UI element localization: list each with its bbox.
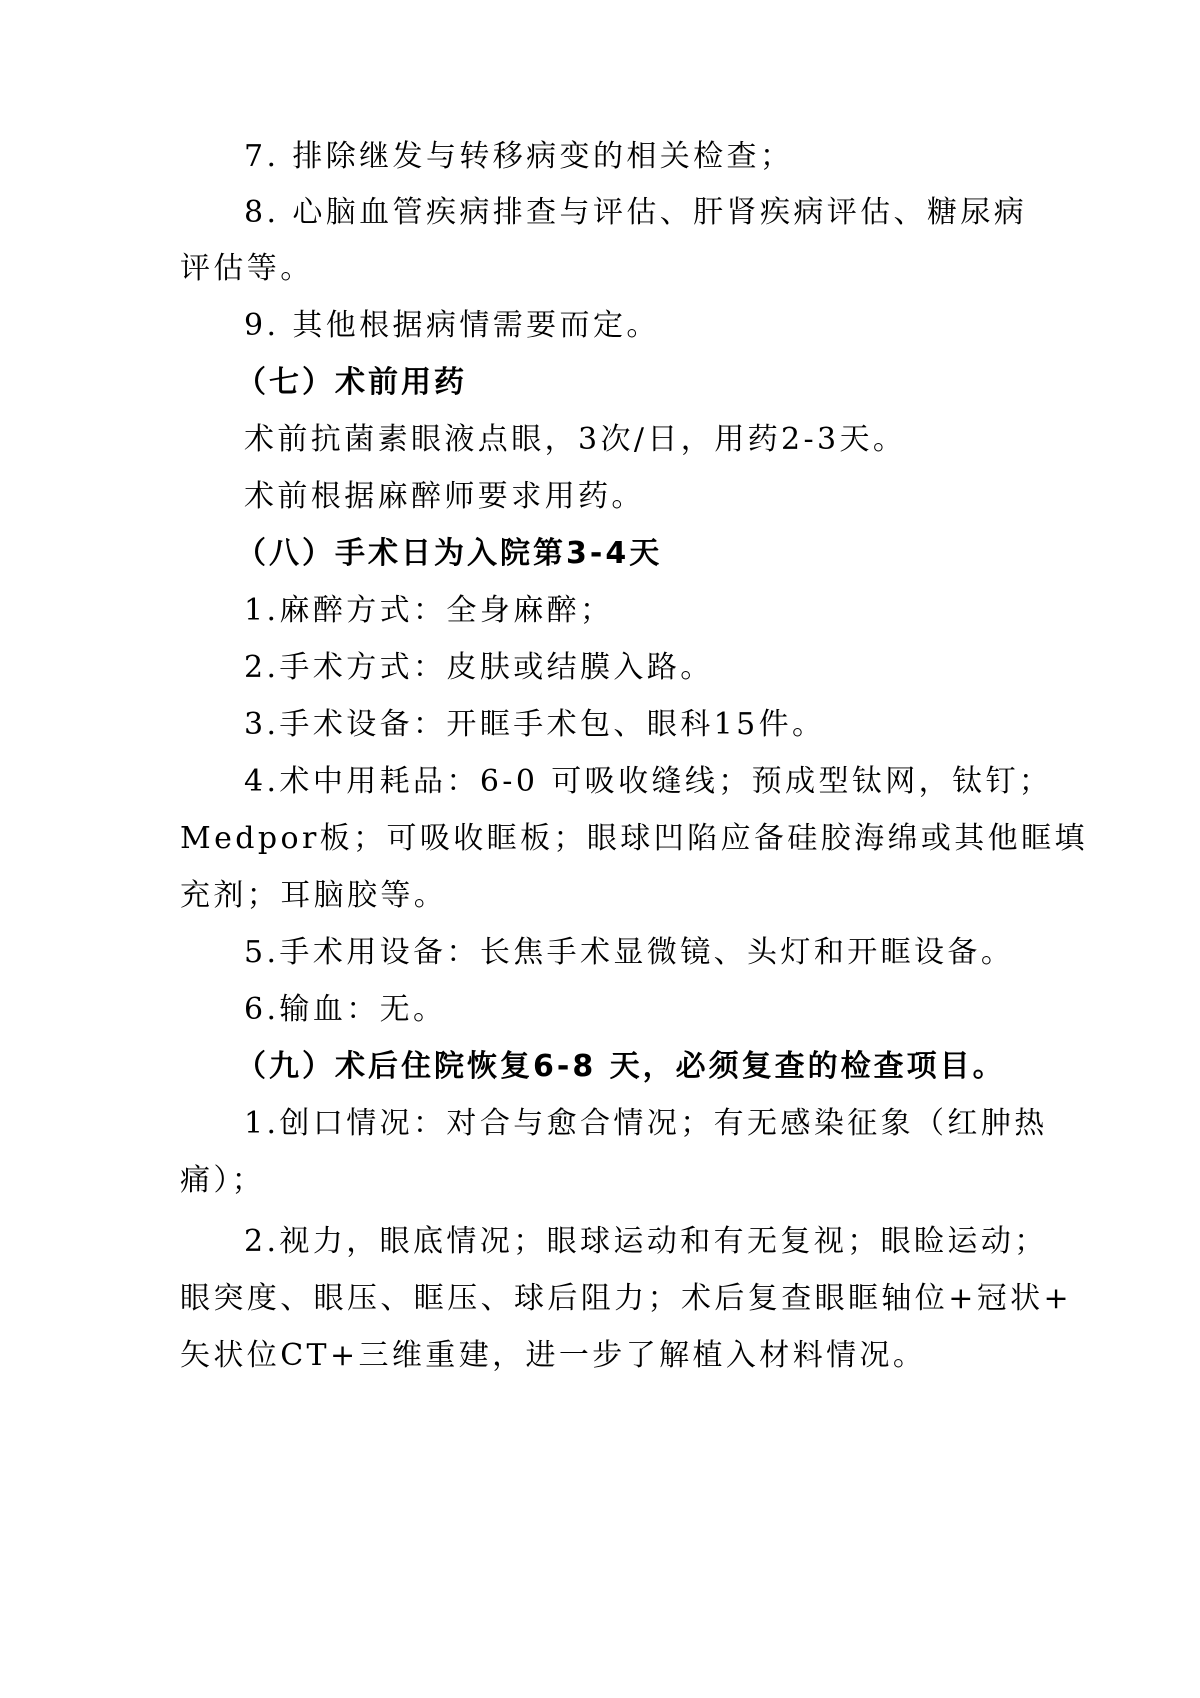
list-item-wound-continued: 痛）； <box>180 1163 266 1198</box>
list-item-vision-continued-2: 矢状位CT+三维重建，进一步了解植入材料情况。 <box>180 1338 927 1373</box>
list-item-9: 9. 其他根据病情需要而定。 <box>244 308 660 343</box>
section-heading-8: （八）手术日为入院第3-4天 <box>236 536 663 571</box>
list-item-surgery-equipment: 3.手术设备：开眶手术包、眼科15件。 <box>244 707 826 742</box>
section-heading-7: （七）术前用药 <box>236 365 467 400</box>
list-item-wound: 1.创口情况：对合与愈合情况；有无感染征象（红肿热 <box>244 1106 1048 1141</box>
list-item-anesthesia: 1.麻醉方式：全身麻醉； <box>244 593 614 628</box>
list-item-surgery-method: 2.手术方式：皮肤或结膜入路。 <box>244 650 714 685</box>
list-item-vision: 2.视力，眼底情况；眼球运动和有无复视；眼睑运动； <box>244 1224 1048 1259</box>
section-heading-9: （九）术后住院恢复6-8 天，必须复查的检查项目。 <box>236 1049 1006 1084</box>
list-item-consumables: 4.术中用耗品：6-0 可吸收缝线；预成型钛网，钛钉； <box>244 764 1053 799</box>
list-item-consumables-continued-2: 充剂；耳脑胶等。 <box>180 878 448 913</box>
paragraph-preop-anesthesia: 术前根据麻醉师要求用药。 <box>244 479 645 514</box>
list-item-transfusion: 6.输血：无。 <box>244 992 447 1027</box>
list-item-8: 8. 心脑血管疾病排查与评估、肝肾疾病评估、糖尿病 <box>244 195 1028 230</box>
list-item-8-continued: 评估等。 <box>180 251 314 286</box>
paragraph-preop-antibiotics: 术前抗菌素眼液点眼，3次/日，用药2-3天。 <box>244 422 907 457</box>
list-item-devices: 5.手术用设备：长焦手术显微镜、头灯和开眶设备。 <box>244 935 1015 970</box>
list-item-vision-continued: 眼突度、眼压、眶压、球后阻力；术后复查眼眶轴位+冠状+ <box>180 1281 1073 1316</box>
list-item-consumables-continued: Medpor板；可吸收眶板；眼球凹陷应备硅胶海绵或其他眶填 <box>180 821 1088 856</box>
list-item-7: 7. 排除继发与转移病变的相关检查； <box>244 139 794 174</box>
